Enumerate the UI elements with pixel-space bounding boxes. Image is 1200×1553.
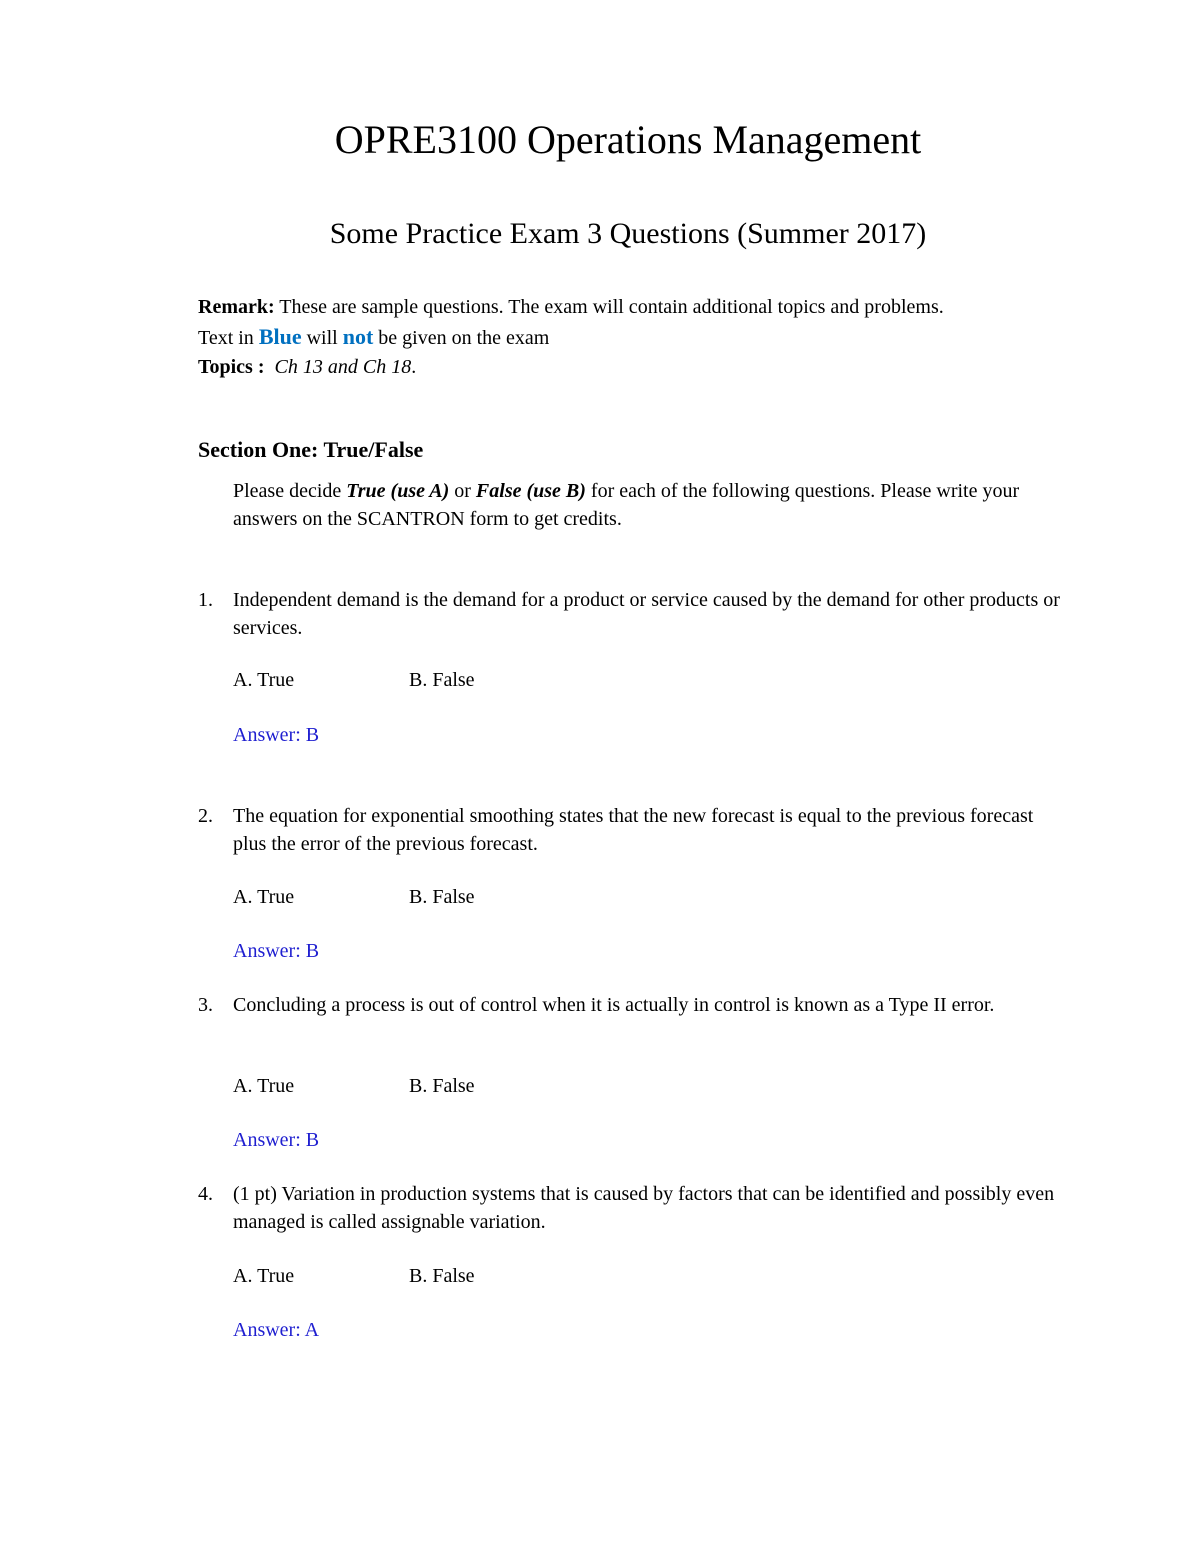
question-text: The equation for exponential smoothing states that the new forecast is equal to the previous forecast plus the error of the previous forecast.: [233, 805, 1034, 855]
question-2-answer: Answer: B: [233, 940, 320, 962]
choice-true: A. True: [233, 886, 295, 908]
instr-part-2: for each of the following questions. Please write your answers on the SCANTRON form to get credits.: [233, 480, 1020, 530]
instr-true: True (use A): [346, 480, 450, 502]
question-3-choices: [233, 1072, 475, 1100]
topics-end: .: [411, 356, 417, 378]
remark-line: [198, 293, 1028, 322]
choice-true: A. True: [233, 1075, 295, 1097]
blue-note-line: [198, 322, 1028, 353]
choice-false: B. False: [409, 1265, 475, 1287]
question-1: [198, 586, 1068, 642]
instr-or: or: [449, 480, 476, 502]
question-number: 4.: [198, 1183, 213, 1205]
document-title: OPRE3100 Operations Management: [334, 117, 922, 162]
section-title: Section One: True/False: [198, 437, 424, 462]
blue-word: Blue: [258, 324, 302, 349]
topics-label: Topics :: [198, 356, 265, 378]
remark-label: Remark:: [198, 296, 275, 318]
question-2-choices: [233, 883, 475, 911]
not-word: not: [342, 324, 374, 349]
remark-text: These are sample questions. The exam will contain additional topics and problems.: [274, 296, 944, 318]
question-text: Concluding a process is out of control when it is actually in control is known as a Type II error.: [233, 994, 995, 1016]
choice-true: A. True: [233, 1265, 295, 1287]
question-number: 1.: [198, 589, 213, 611]
question-1-answer: Answer: B: [233, 724, 320, 746]
question-number: 3.: [198, 994, 213, 1016]
question-1-choices: [233, 666, 475, 694]
question-text: (1 pt) Variation in production systems that is caused by factors that can be identified and possibly even managed is called assignable variation.: [233, 1183, 1055, 1233]
document-subtitle: Some Practice Exam 3 Questions (Summer 2017): [329, 217, 927, 250]
question-text: Independent demand is the demand for a product or service caused by the demand for other products or services.: [233, 589, 1060, 639]
choice-false: B. False: [409, 1075, 475, 1097]
topics-line: [198, 353, 1028, 382]
question-4-choices: [233, 1262, 475, 1290]
instr-part-1: Please decide: [233, 480, 347, 502]
section-instructions: [233, 477, 1063, 533]
blue-note-suffix: be given on the exam: [373, 327, 550, 349]
instr-false: False (use B): [475, 480, 586, 502]
topics-value: Ch 13 and Ch 18: [274, 356, 412, 378]
question-4: [198, 1180, 1068, 1236]
question-2: [198, 802, 1068, 858]
question-3-answer: Answer: B: [233, 1129, 320, 1151]
remark-block: [198, 293, 1028, 382]
choice-false: B. False: [409, 886, 475, 908]
question-4-answer: Answer: A: [233, 1319, 320, 1341]
blue-note-prefix: Text in: [198, 327, 259, 349]
blue-note-will: will: [301, 327, 343, 349]
choice-false: B. False: [409, 669, 475, 691]
choice-true: A. True: [233, 669, 295, 691]
question-3: [198, 991, 1068, 1019]
question-number: 2.: [198, 805, 213, 827]
